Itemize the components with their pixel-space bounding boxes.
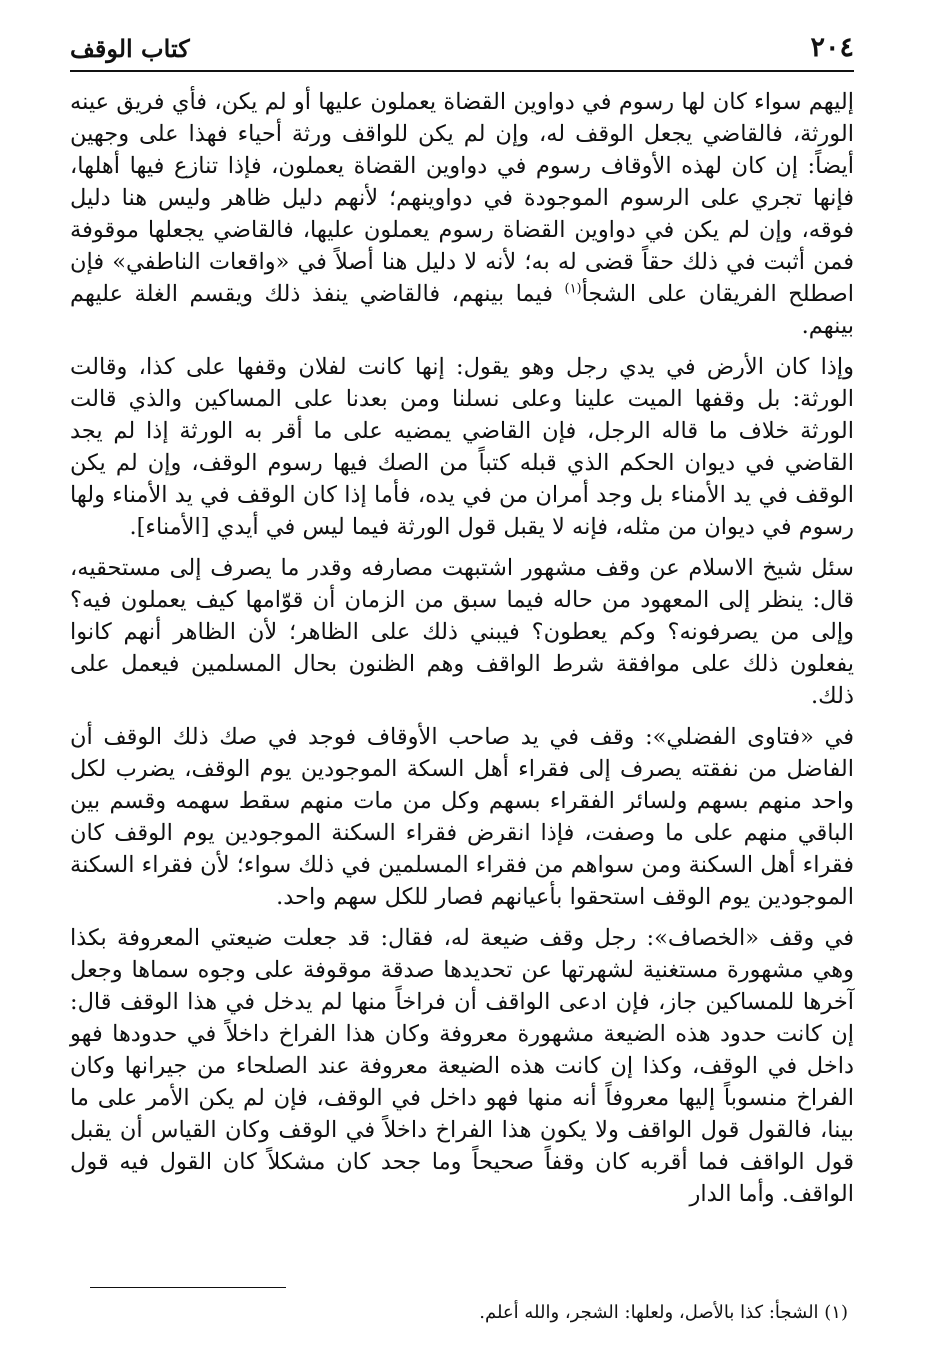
footnote: (١) الشجأ: كذا بالأصل، ولعلها: الشجر، والله أعلم. bbox=[479, 1302, 848, 1323]
paragraph-2: وإذا كان الأرض في يدي رجل وهو يقول: إنها كانت لفلان وقفها على كذا، وقالت الورثة: بل وقفها الميت علينا وعلى نسلنا ومن بعدنا على المساكين والذي قالت الورثة خلاف ما قاله الرجل، فإن القاضي يمضيه على ما أقر به الورثة إذا لم يجد القاضي في ديوان الحكم الذي قبله كتباً من الصك فيها رسوم الوقف، وإن لم يكن الوقف في يد الأمناء بل وجد أمران من في يده، فأما إذا كان الوقف في يد الأمناء ولها رسوم في ديوان من مثله، فإنه لا يقبل قول الورثة فيما ليس في أيدي [الأمناء]. bbox=[70, 354, 854, 540]
footnote-marker: (١) bbox=[564, 281, 582, 297]
running-header bbox=[70, 28, 854, 72]
paragraph-1-text: إليهم سواء كان لها رسوم في دواوين القضاة يعملون عليها أو لم يكن، فأي فريق عينه الورثة، فالقاضي يجعل الوقف له، وإن لم يكن للواقف ورثة أحياء فهذا على وجهين أيضاً: إن كان لهذه الأوقاف رسوم في دواوين القضاة يعملون، فإذا تنازع فيها أهلها، فإنها تجري على الرسوم الموجودة في دواوينهم؛ لأنهم دليل ظاهر وليس هنا دليل فوقه، وإن لم يكن في دواوين القضاة رسوم يعملون عليها، فالقاضي يجعلها موقوفة فمن أثبت في ذلك حقاً قضى له به؛ لأنه لا دليل هنا أصلاً في «واقعات الناطفي» فإن اصطلح الفريقان على الشجأ bbox=[70, 89, 854, 307]
paragraph-1-continuation: فيما بينهم، فالقاضي ينفذ ذلك ويقسم الغلة عليهم بينهم. bbox=[70, 281, 854, 339]
paragraph-3: سئل شيخ الاسلام عن وقف مشهور اشتبهت مصارفه وقدر ما يصرف إلى مستحقيه، قال: ينظر إلى المعهود من حاله فيما سبق من الزمان أن قوّامها كيف يعملون فيه؟ وإلى من يصرفونه؟ وكم يعطون؟ فيبني ذلك على الظاهر؛ لأن الظاهر أنهم كانوا يفعلون ذلك على موافقة شرط الواقف وهم الظنون بحال المسلمين فيعمل على ذلك. bbox=[70, 555, 854, 709]
paragraph-1 bbox=[70, 86, 854, 342]
paragraph-5: في وقف «الخصاف»: رجل وقف ضيعة له، فقال: قد جعلت ضيعتي المعروفة بكذا وهي مشهورة مستغنية لشهرتها عن تحديدها صدقة موقوفة على وجوه سماها وجعل آخرها للمساكين جاز، فإن ادعى الواقف أن فراخاً منها لم يدخل في هذا الوقف قال: إن كانت حدود هذه الضيعة مشهورة معروفة وكان هذا الفراخ داخلاً في حدودها فهو داخل في الوقف، وكذا إن كانت هذه الضيعة معروفة عند الصلحاء من جيرانها وكان الفراخ منسوباً إليها معروفاً أنه منها فهو داخل في الوقف، فإن لم يكن الأمر على ما بينا، فالقول قول الواقف ولا يكون هذا الفراخ داخلاً في الوقف وكان القياس أن يقبل قول الواقف فما أقربه كان وقفاً صحيحاً وما جحد كان مشكلاً كان القول فيه قول الواقف. وأما الدار bbox=[70, 925, 854, 1207]
book-title: كتاب الوقف bbox=[70, 34, 190, 63]
body-text bbox=[70, 86, 854, 1210]
footnote-divider bbox=[90, 1287, 286, 1288]
document-page bbox=[70, 28, 854, 1348]
paragraph-4: في «فتاوى الفضلي»: وقف في يد صاحب الأوقاف فوجد في صك ذلك الوقف أن الفاضل من نفقته يصرف إلى فقراء أهل السكة الموجودين يوم الوقف، يضرب لكل واحد منهم بسهم ولسائر الفقراء بسهم وكل من مات منهم سقط سهمه وقسم بين الباقي منهم على ما وصفت، فإذا انقرض فقراء السكنة الموجودين يوم الوقف كان فقراء أهل السكنة ومن سواهم من فقراء المسلمين في ذلك سواء؛ لأن فقراء السكنة الموجودين يوم الوقف استحقوا بأعيانهم فصار للكل سهم واحد. bbox=[70, 724, 854, 910]
page-number: ٢٠٤ bbox=[810, 32, 854, 63]
